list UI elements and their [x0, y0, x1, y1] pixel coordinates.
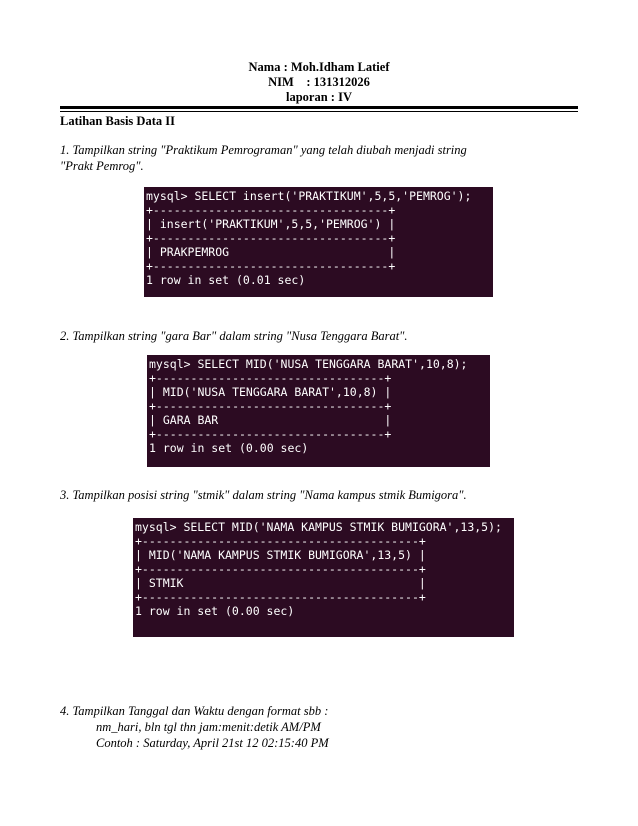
terminal-3-command: mysql> SELECT MID('NAMA KAMPUS STMIK BUMIGORA',13,5); — [135, 520, 502, 534]
terminal-1-separator-bottom: +----------------------------------+ — [146, 259, 396, 273]
report-number: laporan : IV — [286, 90, 352, 104]
student-nim: NIM : 131312026 — [268, 75, 370, 89]
terminal-2-command: mysql> SELECT MID('NUSA TENGGARA BARAT',10,8); — [149, 357, 468, 371]
terminal-2-column-header: | MID('NUSA TENGGARA BARAT',10,8) | — [149, 385, 392, 399]
terminal-1-command: mysql> SELECT insert('PRAKTIKUM',5,5,'PEMROG'); — [146, 189, 472, 203]
header-rule-thick — [60, 106, 578, 109]
terminal-3-separator-mid: +----------------------------------------+ — [135, 562, 426, 576]
terminal-3-separator-top: +----------------------------------------+ — [135, 534, 426, 548]
question-1-line-2: "Prakt Pemrog". — [60, 159, 144, 173]
student-name: Nama : Moh.Idham Latief — [248, 60, 390, 74]
terminal-3-result-row: | STMIK | — [135, 576, 426, 590]
section-title: Latihan Basis Data II — [60, 114, 175, 128]
terminal-1-result-row: | PRAKPEMROG | — [146, 245, 396, 259]
terminal-1-separator-top: +----------------------------------+ — [146, 203, 396, 217]
terminal-output-1 — [144, 187, 493, 297]
terminal-1-separator-mid: +----------------------------------+ — [146, 231, 396, 245]
question-3-line-1: 3. Tampilkan posisi string "stmik" dalam string "Nama kampus stmik Bumigora". — [60, 488, 467, 502]
question-2-line-1: 2. Tampilkan string "gara Bar" dalam string "Nusa Tenggara Barat". — [60, 329, 408, 343]
terminal-2-separator-top: +---------------------------------+ — [149, 371, 392, 385]
terminal-output-3 — [133, 518, 514, 637]
question-4-example: Contoh : Saturday, April 21st 12 02:15:40 PM — [96, 736, 329, 750]
terminal-3-separator-bottom: +----------------------------------------+ — [135, 590, 426, 604]
terminal-2-separator-mid: +---------------------------------+ — [149, 399, 392, 413]
terminal-2-footer: 1 row in set (0.00 sec) — [149, 441, 309, 455]
header-rule-thin — [60, 111, 578, 112]
terminal-output-2 — [147, 355, 490, 467]
question-4-format: nm_hari, bln tgl thn jam:menit:detik AM/PM — [96, 720, 321, 734]
question-1-line-1: 1. Tampilkan string "Praktikum Pemrograman" yang telah diubah menjadi string — [60, 143, 467, 157]
terminal-1-column-header: | insert('PRAKTIKUM',5,5,'PEMROG') | — [146, 217, 396, 231]
question-4-line-1: 4. Tampilkan Tanggal dan Waktu dengan format sbb : — [60, 704, 329, 718]
terminal-2-separator-bottom: +---------------------------------+ — [149, 427, 392, 441]
terminal-3-column-header: | MID('NAMA KAMPUS STMIK BUMIGORA',13,5) | — [135, 548, 426, 562]
terminal-1-footer: 1 row in set (0.01 sec) — [146, 273, 306, 287]
terminal-3-footer: 1 row in set (0.00 sec) — [135, 604, 295, 618]
terminal-2-result-row: | GARA BAR | — [149, 413, 392, 427]
